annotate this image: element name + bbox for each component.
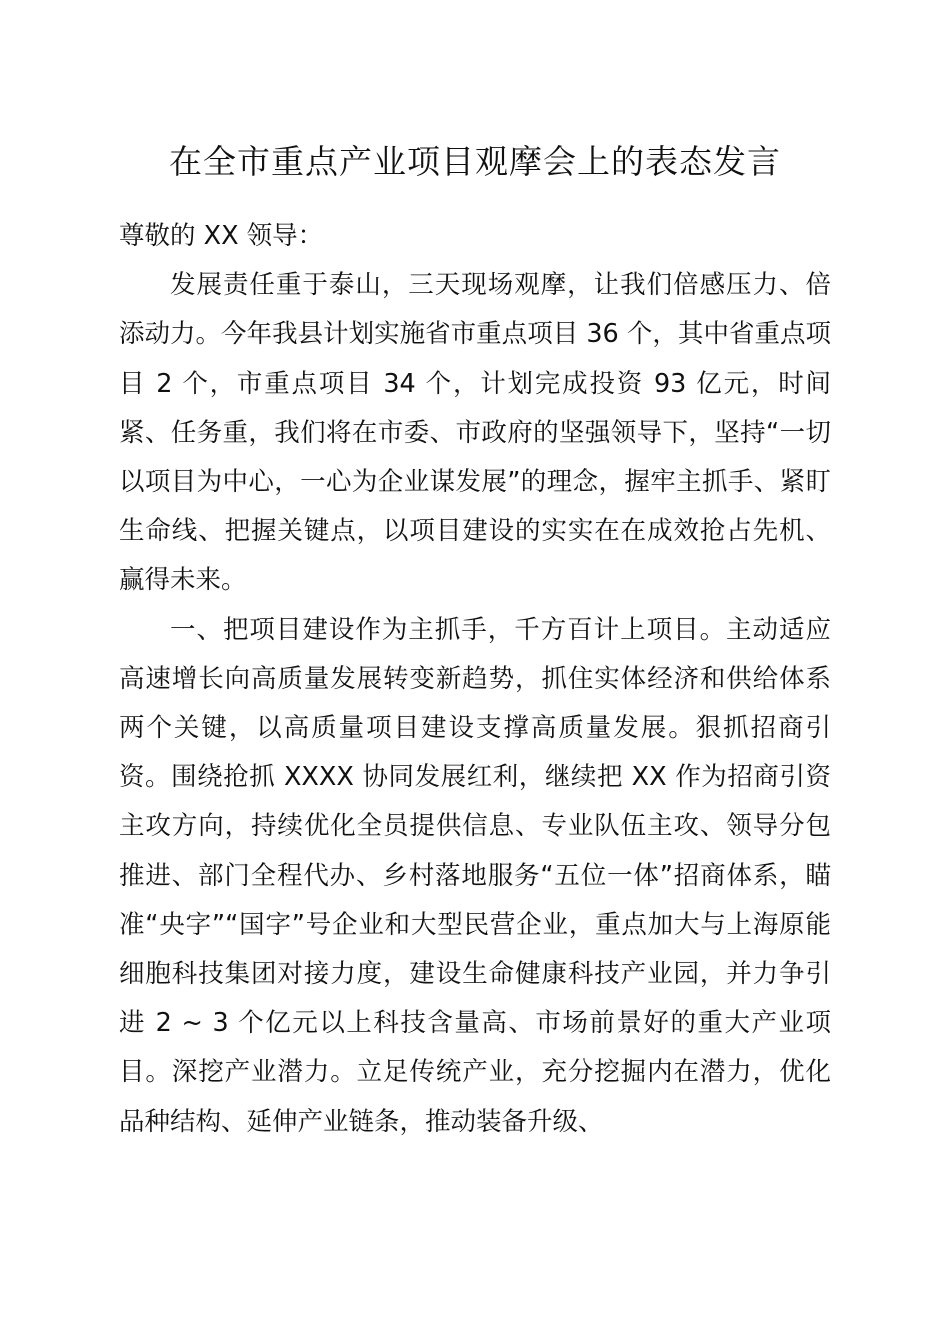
paragraph-intro: 发展责任重于泰山，三天现场观摩，让我们倍感压力、倍添动力。今年我县计划实施省市重点项目 36 个，其中省重点项目 2 个，市重点项目 34 个，计划完成投资 93 亿元，时间紧、任务重，我们将在市委、市政府的坚强领导下，坚持“一切以项目为中心，一心为企业谋发展”的理念，握牢主抓手、紧盯生命线、把握关键点，以项目建设的实实在在成效抢占先机、赢得未来。 [119,270,831,596]
paragraph-section-one: 一、把项目建设作为主抓手，千方百计上项目。主动适应高速增长向高质量发展转变新趋势，抓住实体经济和供给体系两个关键，以高质量项目建设支撑高质量发展。狠抓招商引资。围绕抢抓 XXXX 协同发展红利，继续把 XX 作为招商引资主攻方向，持续优化全员提供信息、专业队伍主攻、领导分包推进、部门全程代办、乡村落地服务“五位一体”招商体系，瞄准“央字”“国字”号企业和大型民营企业，重点加大与上海原能细胞科技集团对接力度，建设生命健康科技产业园，并力争引进 2 ~ 3 个亿元以上科技含量高、市场前景好的重大产业项目。深挖产业潜力。立足传统产业，充分挖掘内在潜力，优化品种结构、延伸产业链条，推动装备升级、 [119,614,831,1137]
document-body [119,212,831,1147]
salutation: 尊敬的 XX 领导： [119,221,324,251]
document-title: 在全市重点产业项目观摩会上的表态发言 [169,142,781,181]
